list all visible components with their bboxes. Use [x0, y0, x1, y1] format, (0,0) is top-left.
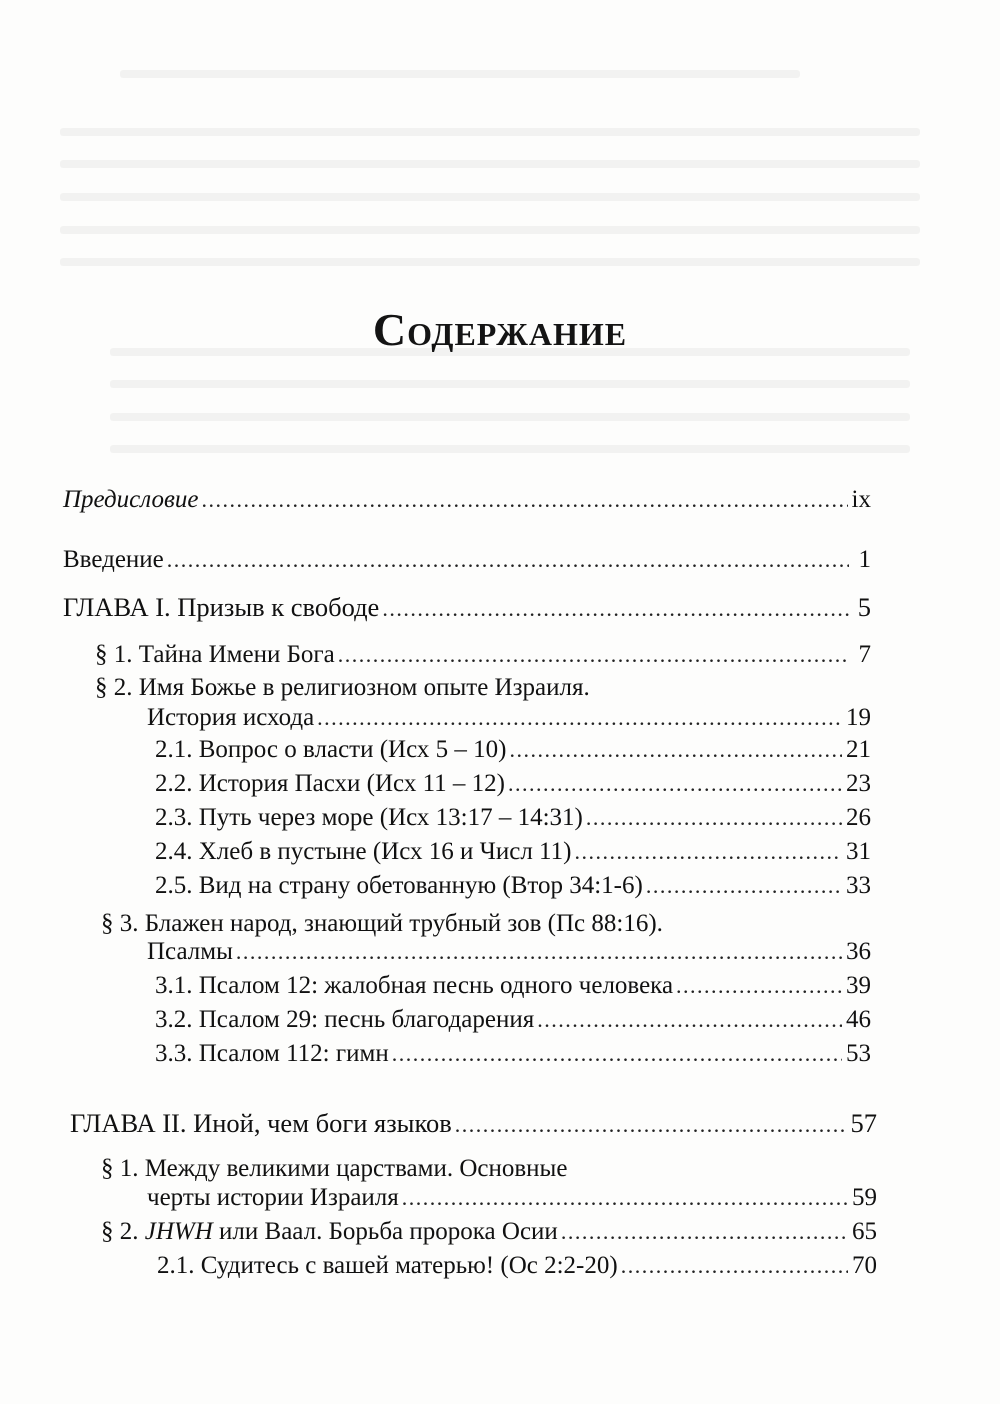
- toc-entry-label: [101, 1216, 558, 1248]
- toc-entry-ch2-s2: [101, 1216, 877, 1248]
- toc-entry-ch2-s2-1: [157, 1250, 877, 1282]
- toc-entry-preface: [63, 484, 871, 516]
- toc-entry-label: 3.1. Псалом 12: жалобная песнь одного человека: [155, 972, 674, 999]
- toc-page-number: 53: [846, 1040, 871, 1067]
- toc-entry-label: черты истории Израиля: [147, 1184, 399, 1211]
- toc-leader-dots: [537, 1004, 842, 1036]
- toc-entry-label: 2.1. Судитесь с вашей матерью! (Ос 2:2-20): [157, 1252, 618, 1279]
- toc-entry-ch1-s3-heading: § 3. Блажен народ, знающий трубный зов (Пс 88:16).: [101, 910, 663, 937]
- toc-entry-ch1-s3-3: [155, 1038, 871, 1070]
- toc-entry-label: История исхода: [147, 704, 315, 731]
- toc-entry-label: 2.4. Хлеб в пустыне (Исх 16 и Числ 11): [155, 838, 572, 865]
- show-through-line: [120, 70, 800, 78]
- toc-entry-label: Введение: [63, 546, 164, 573]
- show-through-line: [60, 193, 920, 201]
- toc-page-number: 36: [846, 938, 871, 965]
- toc-entry-chapter-1: [63, 591, 871, 625]
- toc-page-number: 31: [846, 838, 871, 865]
- show-through-line: [60, 160, 920, 168]
- toc-leader-dots: [167, 544, 849, 576]
- toc-leader-dots: [509, 734, 842, 766]
- toc-leader-dots: [455, 1109, 847, 1141]
- toc-entry-label: 2.1. Вопрос о власти (Исх 5 – 10): [155, 736, 507, 763]
- toc-page-number: 65: [852, 1218, 877, 1245]
- toc-entry-label: Предисловие: [63, 486, 199, 513]
- toc-entry-label: 2.3. Путь через море (Исх 13:17 – 14:31): [155, 804, 583, 831]
- toc-leader-dots: [201, 484, 847, 516]
- toc-leader-dots: [392, 1038, 842, 1070]
- toc-entry-label: ГЛАВА I. Призыв к свободе: [63, 592, 380, 622]
- page-title: Содержание: [372, 303, 628, 355]
- toc-entry-ch1-s2-heading: § 2. Имя Божье в религиозном опыте Израиля.: [95, 674, 590, 701]
- show-through-line: [60, 128, 920, 136]
- show-through-line: [60, 258, 920, 266]
- toc-leader-dots: [317, 702, 842, 734]
- toc-leader-dots: [574, 836, 842, 868]
- toc-entry-ch2-s1: [147, 1182, 877, 1214]
- toc-entry-ch1-s2: [147, 702, 871, 734]
- toc-leader-dots: [236, 936, 842, 968]
- toc-entry-ch1-s2-4: [155, 836, 871, 868]
- toc-entry-ch1-s3: [147, 936, 871, 968]
- toc-section-prefix: § 2.: [101, 1218, 145, 1245]
- toc-entry-chapter-2: [70, 1107, 877, 1141]
- toc-page-number: 19: [846, 704, 871, 731]
- toc-entry-label: Псалмы: [147, 938, 233, 965]
- toc-page-number: 46: [846, 1006, 871, 1033]
- show-through-line: [110, 380, 910, 388]
- toc-page-number: 33: [846, 872, 871, 899]
- toc-page-number: 57: [850, 1108, 877, 1138]
- toc-leader-dots: [586, 802, 842, 834]
- toc-entry-ch1-s3-1: [155, 970, 871, 1002]
- toc-page-number: ix: [851, 486, 871, 513]
- toc-section-title: или Ваал. Борьба пророка Осии: [212, 1218, 558, 1245]
- toc-entry-ch1-s2-3: [155, 802, 871, 834]
- toc-leader-dots: [402, 1182, 848, 1214]
- toc-page-number: 21: [846, 736, 871, 763]
- show-through-line: [60, 226, 920, 234]
- toc-leader-dots: [621, 1250, 848, 1282]
- toc-leader-dots: [646, 870, 842, 902]
- toc-entry-ch2-s1-heading: § 1. Между великими царствами. Основные: [101, 1155, 568, 1182]
- toc-leader-dots: [561, 1216, 848, 1248]
- toc-page-number: 5: [857, 592, 871, 622]
- toc-entry-label: 2.5. Вид на страну обетованную (Втор 34:1-6): [155, 872, 643, 899]
- toc-page-number: 23: [846, 770, 871, 797]
- toc-entry-ch1-s1: [95, 639, 871, 671]
- toc-page-number: 1: [858, 546, 871, 573]
- toc-jhwh-term: JHWH: [144, 1218, 213, 1245]
- toc-leader-dots: [676, 970, 842, 1002]
- toc-page-number: 59: [852, 1184, 877, 1211]
- toc-entry-label: ГЛАВА II. Иной, чем боги языков: [70, 1108, 452, 1138]
- show-through-line: [110, 445, 910, 453]
- toc-leader-dots: [508, 768, 842, 800]
- toc-entry-label: 3.2. Псалом 29: песнь благодарения: [155, 1006, 535, 1033]
- toc-entry-ch1-s2-1: [155, 734, 871, 766]
- toc-entry-ch1-s2-5: [155, 870, 871, 902]
- toc-entry-label: 3.3. Псалом 112: гимн: [155, 1040, 389, 1067]
- show-through-line: [110, 413, 910, 421]
- toc-entry-intro: [63, 544, 871, 576]
- toc-entry-ch1-s2-2: [155, 768, 871, 800]
- toc-page-number: 70: [852, 1252, 877, 1279]
- toc-entry-label: § 1. Тайна Имени Бога: [95, 641, 335, 668]
- toc-page-number: 7: [858, 641, 871, 668]
- toc-page-number: 39: [846, 972, 871, 999]
- toc-leader-dots: [382, 593, 849, 625]
- toc-entry-ch1-s3-2: [155, 1004, 871, 1036]
- toc-entry-label: 2.2. История Пасхи (Исх 11 – 12): [155, 770, 505, 797]
- toc-leader-dots: [338, 639, 849, 671]
- toc-page-number: 26: [846, 804, 871, 831]
